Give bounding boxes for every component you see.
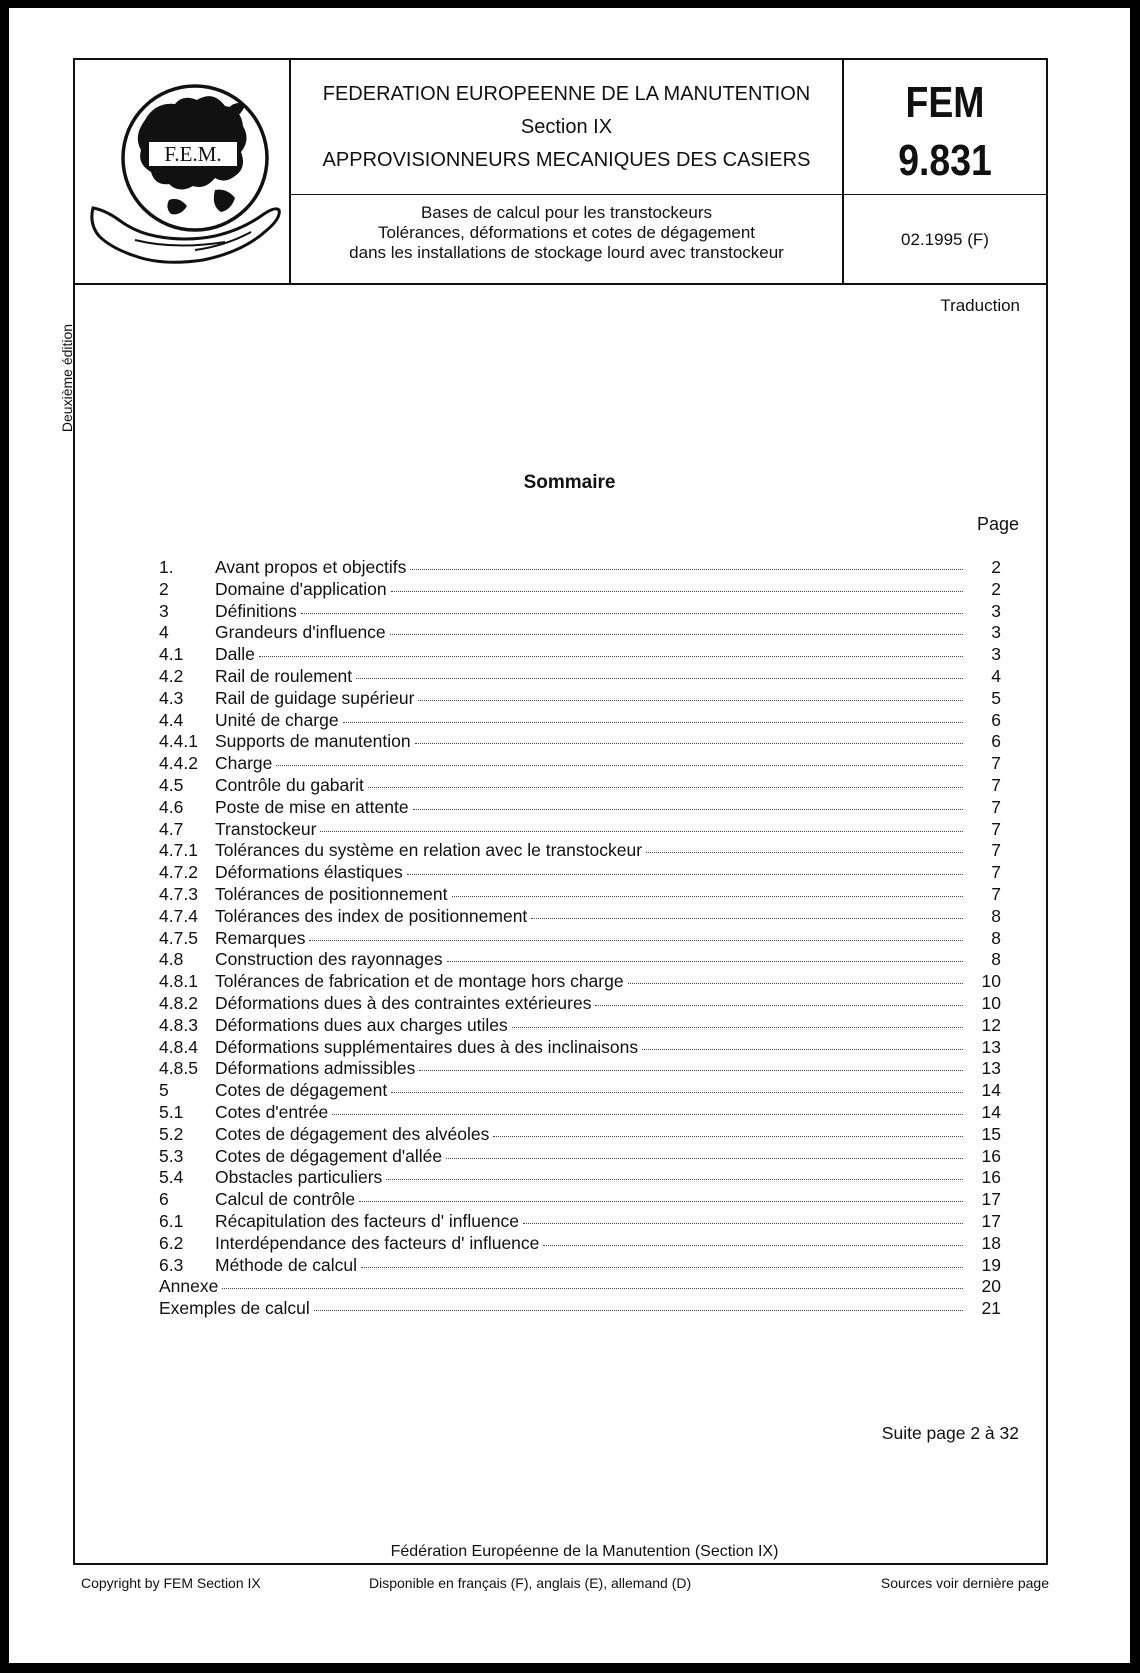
toc-dot-leader bbox=[361, 1267, 963, 1268]
toc-entry-title: Rail de roulement bbox=[215, 665, 353, 686]
toc-entry-page: 17 bbox=[981, 1210, 1001, 1231]
toc-entry-number: 6 bbox=[159, 1189, 169, 1210]
toc-dot-leader bbox=[391, 591, 963, 592]
toc-entry-title: Contrôle du gabarit bbox=[215, 774, 364, 795]
toc-entry-number: 4.7.1 bbox=[159, 840, 198, 861]
toc-dot-leader bbox=[276, 765, 963, 766]
toc-entry bbox=[159, 884, 1001, 906]
toc-entry-title: Unité de charge bbox=[215, 709, 339, 730]
toc-dot-leader bbox=[512, 1027, 963, 1028]
toc-dot-leader bbox=[628, 983, 963, 984]
toc-entry-title: Cotes d'entrée bbox=[215, 1101, 329, 1122]
sources-note: Sources voir dernière page bbox=[880, 1575, 1049, 1591]
toc-dot-leader bbox=[452, 896, 963, 897]
organization-block bbox=[291, 78, 842, 177]
toc-entry-title: Tolérances de positionnement bbox=[215, 883, 448, 904]
toc-entry-number: 6.3 bbox=[159, 1254, 184, 1275]
toc-entry-page: 8 bbox=[991, 949, 1001, 970]
toc-entry-title: Cotes de dégagement bbox=[215, 1080, 388, 1101]
toc-entry bbox=[159, 688, 1001, 710]
toc-entry-title: Définitions bbox=[215, 600, 297, 621]
toc-entry bbox=[159, 862, 1001, 884]
toc-entry bbox=[159, 557, 1001, 579]
toc-entry-page: 14 bbox=[981, 1101, 1001, 1122]
toc-entry bbox=[159, 1080, 1001, 1102]
toc-entry-page: 18 bbox=[981, 1232, 1001, 1253]
toc-entry-title: Avant propos et objectifs bbox=[215, 557, 407, 577]
toc-entry-title: Calcul de contrôle bbox=[215, 1189, 356, 1210]
toc-entry-page: 20 bbox=[981, 1276, 1001, 1297]
toc-entry bbox=[159, 906, 1001, 928]
toc-entry-title: Tolérances des index de positionnement bbox=[215, 905, 528, 926]
toc-entry bbox=[159, 819, 1001, 841]
toc-entry-number: 4.4 bbox=[159, 709, 184, 730]
toc-entry-title: Méthode de calcul bbox=[215, 1254, 358, 1275]
toc-entry-title: Dalle bbox=[215, 644, 255, 665]
toc-entry-page: 13 bbox=[981, 1058, 1001, 1079]
toc-entry-number: 4 bbox=[159, 622, 169, 643]
toc-entry bbox=[159, 840, 1001, 862]
toc-entry-title: Obstacles particuliers bbox=[215, 1167, 383, 1188]
toc-entry bbox=[159, 622, 1001, 644]
toc-entry-page: 7 bbox=[991, 753, 1001, 774]
toc-entry-page: 6 bbox=[991, 709, 1001, 730]
toc-entry-title: Rail de guidage supérieur bbox=[215, 687, 415, 708]
toc-entry bbox=[159, 710, 1001, 732]
toc-entry bbox=[159, 1255, 1001, 1277]
toc-entry bbox=[159, 1298, 1001, 1320]
toc-entry-title: Exemples de calcul bbox=[159, 1298, 310, 1319]
toc-dot-leader bbox=[531, 918, 963, 919]
toc-entry bbox=[159, 601, 1001, 623]
organization-section: Section IX bbox=[520, 116, 613, 138]
toc-entry-number: 4.7 bbox=[159, 818, 184, 839]
toc-dot-leader bbox=[391, 1092, 963, 1093]
toc-entry-page: 10 bbox=[981, 971, 1001, 992]
toc-entry-number: 5.2 bbox=[159, 1123, 184, 1144]
toc-entry-title: Récapitulation des facteurs d' influence bbox=[215, 1210, 519, 1231]
toc-entry bbox=[159, 797, 1001, 819]
toc-entry-title: Grandeurs d'influence bbox=[215, 622, 386, 643]
toc-entry bbox=[159, 1124, 1001, 1146]
toc-dot-leader bbox=[410, 569, 963, 570]
toc-entry-page: 7 bbox=[991, 774, 1001, 795]
toc-entry bbox=[159, 1189, 1001, 1211]
toc-entry-page: 3 bbox=[991, 622, 1001, 643]
toc-title: Sommaire bbox=[523, 472, 616, 493]
toc-entry-number: 3 bbox=[159, 600, 169, 621]
toc-dot-leader bbox=[301, 613, 963, 614]
toc-dot-leader bbox=[359, 1201, 963, 1202]
toc-dot-leader bbox=[356, 678, 963, 679]
fem-globe-hand-logo bbox=[75, 60, 289, 282]
toc-entry-number: 4.8.1 bbox=[159, 971, 198, 992]
toc-dot-leader bbox=[418, 700, 963, 701]
logo-text: F.E.M. bbox=[164, 142, 222, 166]
toc-entry bbox=[159, 1102, 1001, 1124]
continuation-note: Suite page 2 à 32 bbox=[881, 1423, 1019, 1443]
toc-entry-page: 3 bbox=[991, 644, 1001, 665]
toc-entry-number: 6.1 bbox=[159, 1210, 184, 1231]
toc-entry bbox=[159, 644, 1001, 666]
toc-entry-number: 4.7.5 bbox=[159, 927, 198, 948]
toc-entry bbox=[159, 1233, 1001, 1255]
toc-entry-title: Déformations dues aux charges utiles bbox=[215, 1014, 508, 1035]
toc-entry-title: Poste de mise en attente bbox=[215, 796, 409, 817]
toc-dot-leader bbox=[642, 1049, 963, 1050]
toc-dot-leader bbox=[543, 1245, 963, 1246]
translation-label: Traduction bbox=[940, 296, 1020, 315]
toc-entry-title: Cotes de dégagement des alvéoles bbox=[215, 1123, 490, 1144]
toc-entry-page: 7 bbox=[991, 818, 1001, 839]
organization-group: APPROVISIONNEURS MECANIQUES DES CASIERS bbox=[322, 149, 811, 171]
toc-dot-leader bbox=[309, 940, 963, 941]
toc-dot-leader bbox=[446, 1158, 963, 1159]
toc-entry-page: 7 bbox=[991, 796, 1001, 817]
toc-entry-page: 8 bbox=[991, 905, 1001, 926]
toc-page-header: Page bbox=[976, 514, 1019, 534]
toc-entry bbox=[159, 666, 1001, 688]
toc-entry-number: 4.7.4 bbox=[159, 905, 198, 926]
toc-dot-leader bbox=[447, 961, 963, 962]
document-page bbox=[9, 8, 1130, 1663]
toc-entry-number: 4.8 bbox=[159, 949, 184, 970]
toc-entry bbox=[159, 1058, 1001, 1080]
toc-entry-number: 4.7.3 bbox=[159, 883, 198, 904]
subtitle-line: Tolérances, déformations et cotes de dégagement bbox=[377, 223, 756, 242]
toc-entry-page: 19 bbox=[981, 1254, 1001, 1275]
toc-entry-page: 6 bbox=[991, 731, 1001, 752]
code-prefix: FEM bbox=[905, 78, 985, 127]
document-code-block bbox=[844, 74, 1046, 190]
toc-entry-page: 14 bbox=[981, 1080, 1001, 1101]
toc-entry bbox=[159, 928, 1001, 950]
toc-entry-page: 5 bbox=[991, 687, 1001, 708]
toc-entry-number: 5.1 bbox=[159, 1101, 184, 1122]
toc-entry-number: 1. bbox=[159, 557, 174, 577]
toc-entry-title: Tolérances du système en relation avec le transtockeur bbox=[215, 840, 643, 861]
table-of-contents bbox=[159, 557, 1001, 1320]
toc-entry-number: 4.5 bbox=[159, 774, 184, 795]
availability-note: Disponible en français (F), anglais (E), allemand (D) bbox=[369, 1575, 692, 1591]
toc-entry bbox=[159, 753, 1001, 775]
subtitle-line: dans les installations de stockage lourd avec transtockeur bbox=[349, 243, 784, 262]
toc-entry-title: Déformations admissibles bbox=[215, 1058, 416, 1079]
edition-side-label: Deuxième édition bbox=[59, 323, 75, 433]
toc-entry-title: Cotes de dégagement d'allée bbox=[215, 1145, 443, 1166]
toc-entry-title: Déformations dues à des contraintes extérieures bbox=[215, 992, 592, 1013]
toc-entry-number: 4.8.3 bbox=[159, 1014, 198, 1035]
toc-entry-number: 4.6 bbox=[159, 796, 184, 817]
toc-dot-leader bbox=[523, 1223, 963, 1224]
toc-entry-page: 16 bbox=[981, 1167, 1001, 1188]
document-subtitle bbox=[291, 203, 842, 263]
toc-entry-number: 4.4.1 bbox=[159, 731, 198, 752]
toc-entry-page: 7 bbox=[991, 883, 1001, 904]
fem-logo-cell bbox=[75, 60, 290, 283]
toc-dot-leader bbox=[259, 656, 963, 657]
toc-dot-leader bbox=[646, 852, 963, 853]
toc-entry-page: 13 bbox=[981, 1036, 1001, 1057]
toc-entry-page: 7 bbox=[991, 862, 1001, 883]
toc-entry-page: 21 bbox=[981, 1298, 1001, 1319]
toc-entry-number: 4.2 bbox=[159, 665, 184, 686]
toc-entry-page: 16 bbox=[981, 1145, 1001, 1166]
toc-dot-leader bbox=[222, 1288, 963, 1289]
toc-entry-page: 2 bbox=[991, 578, 1001, 599]
toc-entry-title: Charge bbox=[215, 753, 273, 774]
toc-entry bbox=[159, 1167, 1001, 1189]
toc-entry-page: 15 bbox=[981, 1123, 1001, 1144]
toc-dot-leader bbox=[332, 1114, 963, 1115]
toc-entry-number: 4.8.2 bbox=[159, 992, 198, 1013]
toc-entry-number: 4.1 bbox=[159, 644, 184, 665]
toc-dot-leader bbox=[419, 1070, 963, 1071]
toc-dot-leader bbox=[386, 1179, 963, 1180]
toc-entry-page: 8 bbox=[991, 927, 1001, 948]
toc-entry-number: 4.7.2 bbox=[159, 862, 198, 883]
toc-entry-page: 17 bbox=[981, 1189, 1001, 1210]
toc-entry bbox=[159, 775, 1001, 797]
toc-entry-page: 10 bbox=[981, 992, 1001, 1013]
toc-entry-page: 12 bbox=[981, 1014, 1001, 1035]
toc-entry bbox=[159, 949, 1001, 971]
toc-entry bbox=[159, 1211, 1001, 1233]
toc-entry-number: 5.3 bbox=[159, 1145, 184, 1166]
toc-dot-leader bbox=[407, 874, 963, 875]
toc-entry-number: 4.8.5 bbox=[159, 1058, 198, 1079]
toc-entry-title: Annexe bbox=[159, 1276, 219, 1297]
toc-entry-title: Tolérances de fabrication et de montage hors charge bbox=[215, 971, 624, 992]
subtitle-line: Bases de calcul pour les transtockeurs bbox=[420, 203, 713, 222]
toc-dot-leader bbox=[595, 1005, 963, 1006]
toc-entry-number: 5 bbox=[159, 1080, 169, 1101]
toc-entry bbox=[159, 731, 1001, 753]
toc-entry-title: Déformations supplémentaires dues à des inclinaisons bbox=[215, 1036, 639, 1057]
toc-entry-title: Construction des rayonnages bbox=[215, 949, 443, 970]
toc-entry bbox=[159, 993, 1001, 1015]
toc-dot-leader bbox=[390, 634, 963, 635]
toc-entry-title: Transtockeur bbox=[215, 818, 317, 839]
federation-footer: Fédération Européenne de la Manutention (Section IX) bbox=[390, 1543, 779, 1560]
toc-dot-leader bbox=[493, 1136, 963, 1137]
toc-entry-number: 4.4.2 bbox=[159, 753, 198, 774]
toc-entry-page: 7 bbox=[991, 840, 1001, 861]
toc-dot-leader bbox=[314, 1310, 963, 1311]
document-date: 02.1995 (F) bbox=[901, 230, 989, 249]
toc-entry-title: Déformations élastiques bbox=[215, 862, 403, 883]
toc-entry-number: 5.4 bbox=[159, 1167, 184, 1188]
organization-name: FEDERATION EUROPEENNE DE LA MANUTENTION bbox=[322, 83, 811, 105]
toc-entry-title: Remarques bbox=[215, 927, 306, 948]
toc-entry-number: 6.2 bbox=[159, 1232, 184, 1253]
toc-entry-page: 3 bbox=[991, 600, 1001, 621]
toc-entry-page: 4 bbox=[991, 665, 1001, 686]
toc-entry-number: 4.8.4 bbox=[159, 1036, 198, 1057]
toc-dot-leader bbox=[413, 809, 963, 810]
toc-entry-number: 2 bbox=[159, 578, 169, 599]
toc-entry bbox=[159, 1037, 1001, 1059]
toc-dot-leader bbox=[368, 787, 963, 788]
toc-dot-leader bbox=[343, 722, 963, 723]
toc-entry bbox=[159, 1015, 1001, 1037]
toc-entry-title: Interdépendance des facteurs d' influence bbox=[215, 1232, 540, 1253]
toc-entry-title: Supports de manutention bbox=[215, 731, 411, 752]
code-number: 9.831 bbox=[898, 136, 992, 185]
toc-entry bbox=[159, 971, 1001, 993]
toc-entry-title: Domaine d'application bbox=[215, 578, 387, 599]
toc-entry bbox=[159, 1146, 1001, 1168]
toc-dot-leader bbox=[415, 743, 963, 744]
toc-dot-leader bbox=[320, 831, 963, 832]
copyright-note: Copyright by FEM Section IX bbox=[81, 1575, 261, 1591]
toc-entry-page: 2 bbox=[991, 557, 1001, 577]
toc-entry bbox=[159, 579, 1001, 601]
toc-entry-number: 4.3 bbox=[159, 687, 184, 708]
toc-entry bbox=[159, 1276, 1001, 1298]
